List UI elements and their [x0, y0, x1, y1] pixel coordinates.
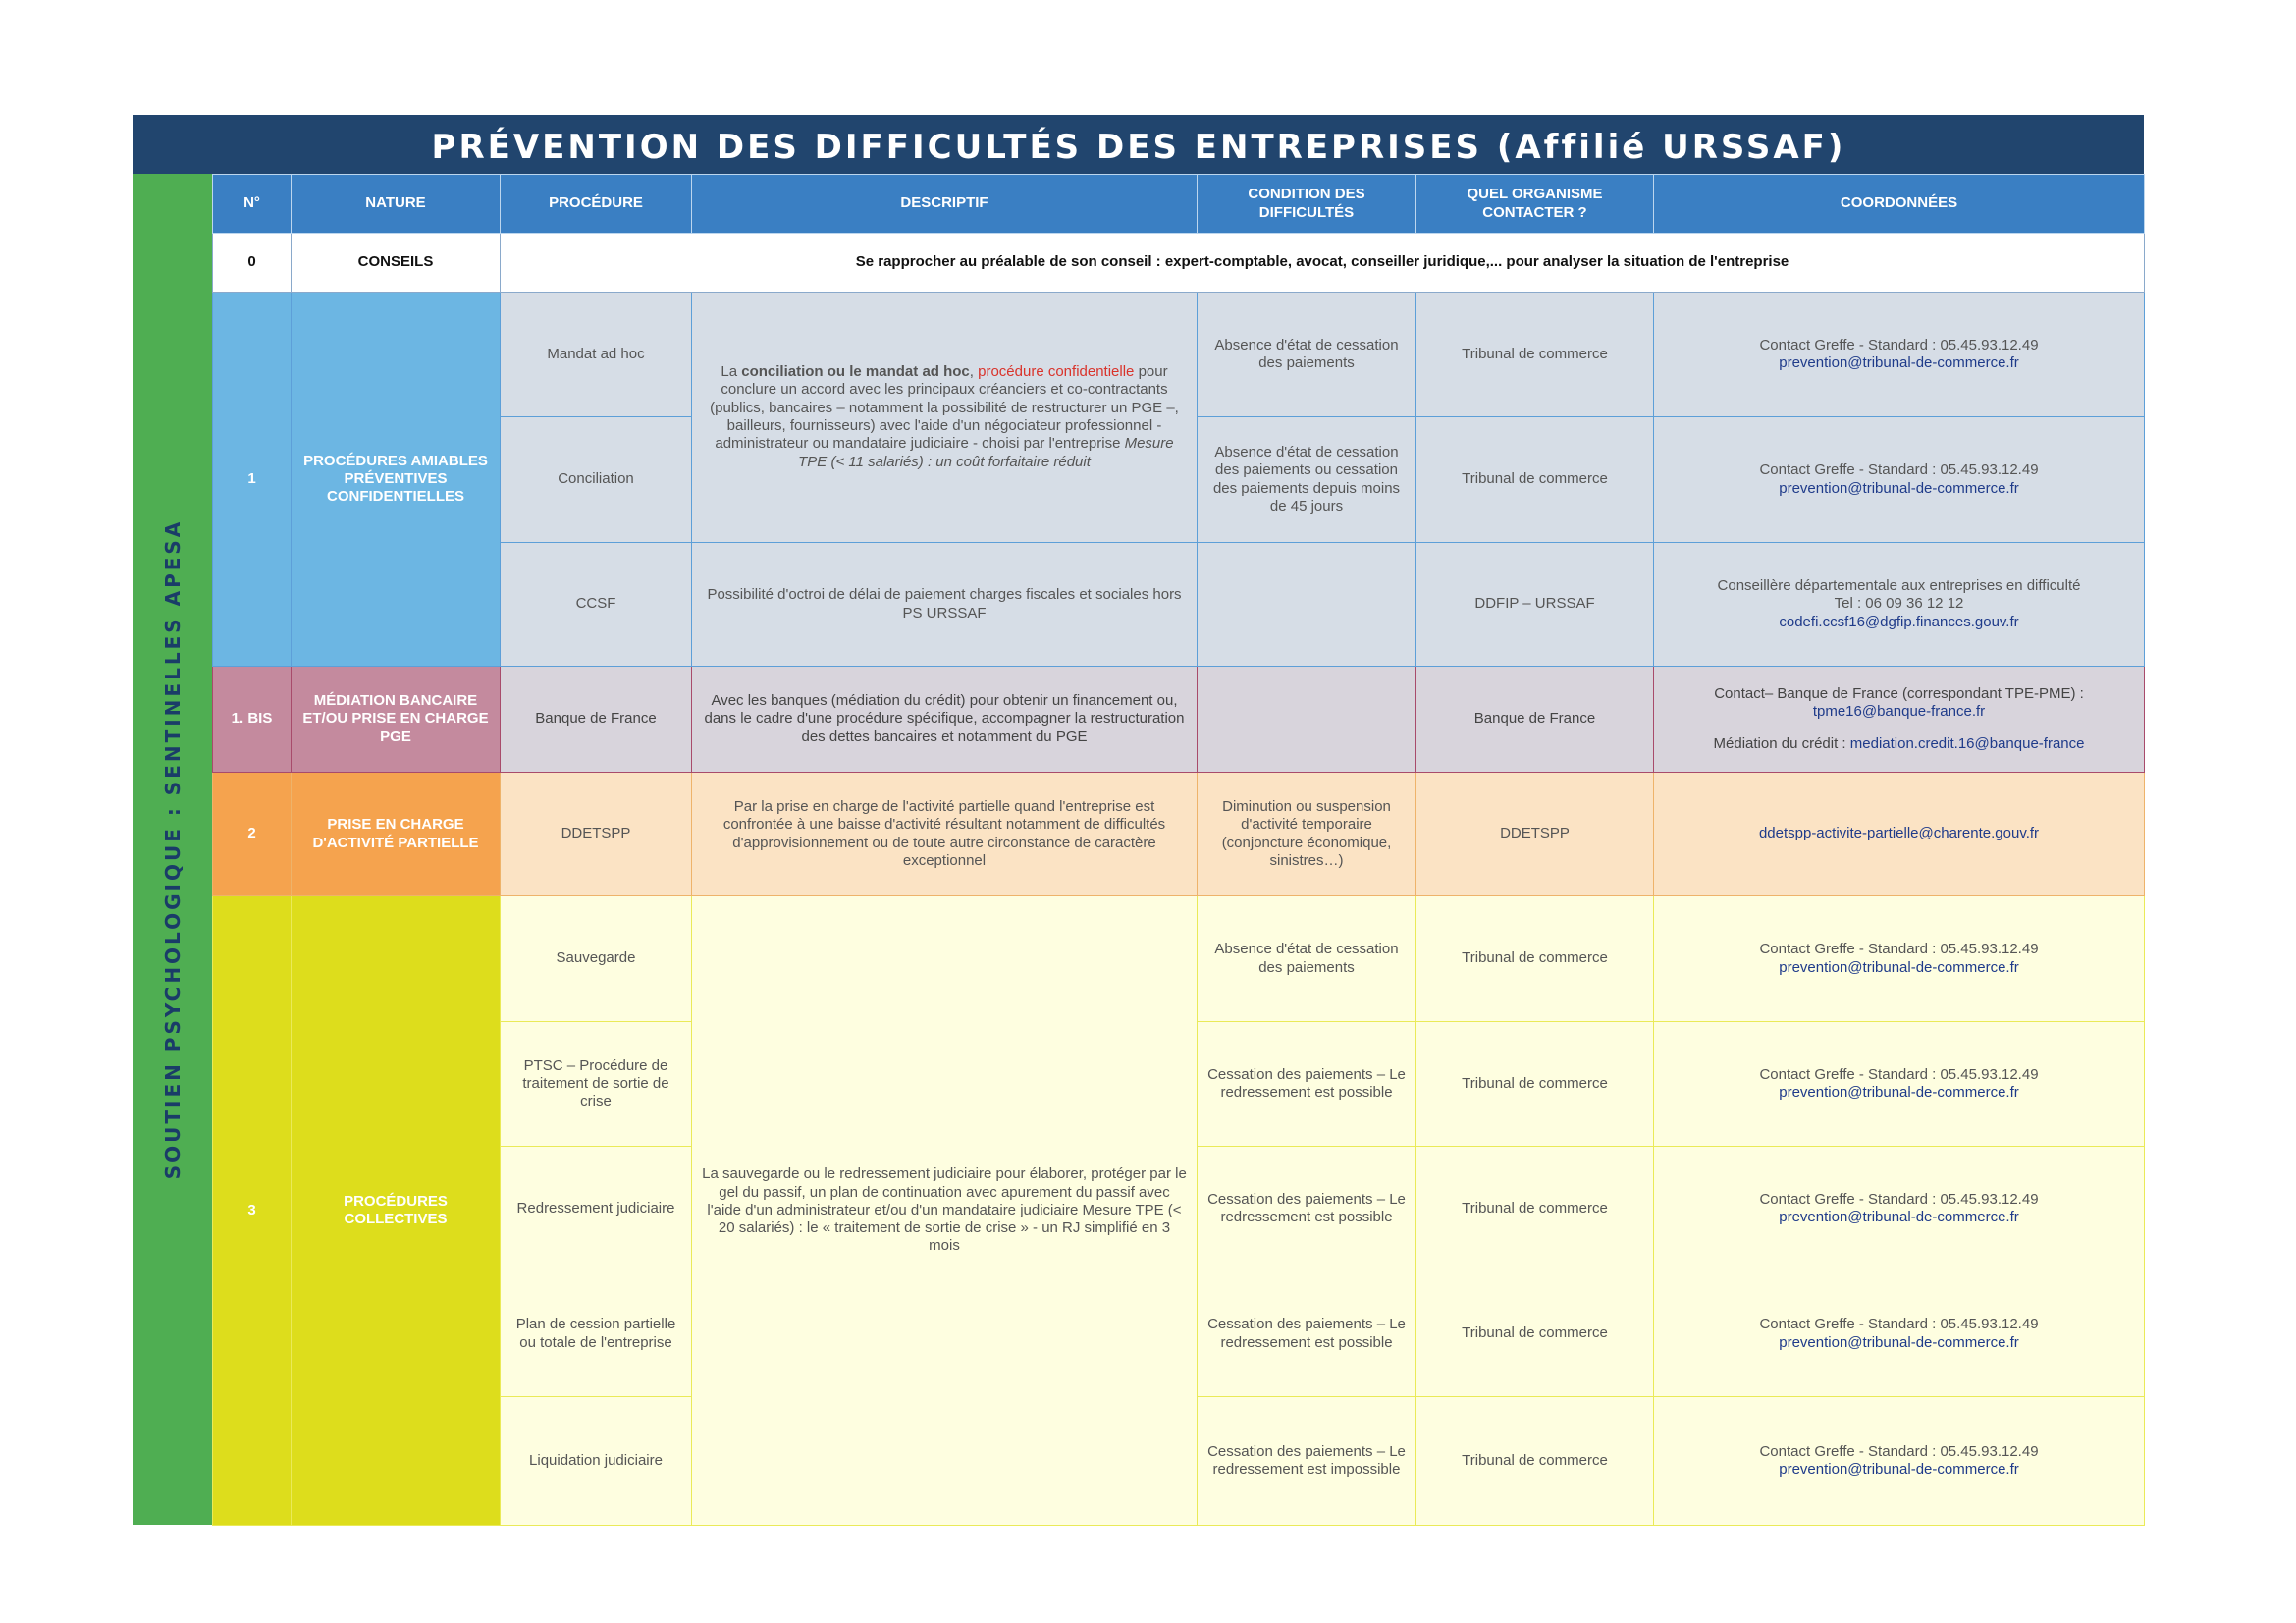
coordonnees-cell: Contact Greffe - Standard : 05.45.93.12.49 prevention@tribunal-de-commerce.fr [1654, 1147, 2145, 1271]
email-link[interactable]: prevention@tribunal-de-commerce.fr [1779, 1461, 2019, 1478]
row-nature: PROCÉDURES AMIABLES PRÉVENTIVES CONFIDENTIELLES [292, 293, 501, 667]
header-descriptif: DESCRIPTIF [692, 175, 1198, 234]
table-row [213, 773, 2145, 896]
email-link[interactable]: ddetspp-activite-partielle@charente.gouv.fr [1758, 825, 2040, 842]
coordonnees-cell [1654, 773, 2145, 896]
coordonnees-cell: Contact Greffe - Standard : 05.45.93.12.49 prevention@tribunal-de-commerce.fr [1654, 1022, 2145, 1147]
organisme-cell: Tribunal de commerce [1416, 1022, 1654, 1147]
header-procedure: PROCÉDURE [501, 175, 692, 234]
organisme-cell: Tribunal de commerce [1416, 293, 1654, 417]
table-row [213, 234, 2145, 293]
header-num: N° [213, 175, 292, 234]
email-link[interactable]: prevention@tribunal-de-commerce.fr [1779, 479, 2019, 497]
organisme-cell: Tribunal de commerce [1416, 896, 1654, 1022]
descriptif-cell: La sauvegarde ou le redressement judiciaire pour élaborer, protéger par le gel du passif, un plan de continuation avec apurement du passif avec l'aide d'un administrateur et/ou d'un mandataire judiciaire Mesure TPE (< 20 salariés) : le « traitement de sortie de crise » - un RJ simplifié en 3 mois [692, 896, 1198, 1526]
procedure-cell: Banque de France [501, 667, 692, 773]
condition-cell: Absence d'état de cessation des paiements [1198, 293, 1416, 417]
email-link[interactable]: prevention@tribunal-de-commerce.fr [1779, 354, 2019, 371]
coordonnees-cell: Contact Greffe - Standard : 05.45.93.12.49 prevention@tribunal-de-commerce.fr [1654, 896, 2145, 1022]
procedure-cell: Conciliation [501, 417, 692, 543]
page-title: PRÉVENTION DES DIFFICULTÉS DES ENTREPRISES (Affilié URSSAF) [133, 115, 2144, 174]
email-link[interactable]: tpme16@banque-france.fr [1812, 703, 1986, 721]
row-nature: CONSEILS [292, 234, 501, 293]
header-condition: CONDITION DES DIFFICULTÉS [1198, 175, 1416, 234]
descriptif-cell: Possibilité d'octroi de délai de paiement charges fiscales et sociales hors PS URSSAF [692, 543, 1198, 667]
condition-cell [1198, 543, 1416, 667]
row-num: 1. BIS [213, 667, 292, 773]
condition-cell: Diminution ou suspension d'activité temporaire (conjoncture économique, sinistres…) [1198, 773, 1416, 896]
conseils-text: Se rapprocher au préalable de son conseil : expert-comptable, avocat, conseiller juridique,... pour analyser la situation de l'entreprise [501, 234, 2145, 293]
coordonnees-cell: Contact– Banque de France (correspondant TPE-PME) : tpme16@banque-france.fr Médiation du crédit : mediation.credit.16@banque-france [1654, 667, 2145, 773]
table-row [213, 896, 2145, 1022]
header-coordonnees: COORDONNÉES [1654, 175, 2145, 234]
table-row [213, 293, 2145, 417]
coordonnees-cell: Contact Greffe - Standard : 05.45.93.12.49 prevention@tribunal-de-commerce.fr [1654, 417, 2145, 543]
procedure-cell: Sauvegarde [501, 896, 692, 1022]
condition-cell [1198, 667, 1416, 773]
side-label: SOUTIEN PSYCHOLOGIQUE : SENTINELLES APESA [161, 518, 185, 1180]
header-nature: NATURE [292, 175, 501, 234]
condition-cell: Cessation des paiements – Le redressement est possible [1198, 1271, 1416, 1397]
descriptif-cell: Avec les banques (médiation du crédit) pour obtenir un financement ou, dans le cadre d'une procédure spécifique, accompagner la restructuration des dettes bancaires et notamment du PGE [692, 667, 1198, 773]
email-link[interactable]: prevention@tribunal-de-commerce.fr [1779, 1084, 2019, 1101]
row-nature: PROCÉDURES COLLECTIVES [292, 896, 501, 1526]
coordonnees-cell: Contact Greffe - Standard : 05.45.93.12.49 prevention@tribunal-de-commerce.fr [1654, 1271, 2145, 1397]
organisme-cell: Tribunal de commerce [1416, 1147, 1654, 1271]
condition-cell: Cessation des paiements – Le redressement est possible [1198, 1022, 1416, 1147]
condition-cell: Cessation des paiements – Le redressement est possible [1198, 1147, 1416, 1271]
procedure-cell: Plan de cession partielle ou totale de l'entreprise [501, 1271, 692, 1397]
procedure-cell: Liquidation judiciaire [501, 1397, 692, 1526]
procedure-cell: CCSF [501, 543, 692, 667]
row-num: 2 [213, 773, 292, 896]
header-row [213, 175, 2145, 234]
row-nature: PRISE EN CHARGE D'ACTIVITÉ PARTIELLE [292, 773, 501, 896]
organisme-cell: Tribunal de commerce [1416, 1271, 1654, 1397]
row-num: 1 [213, 293, 292, 667]
header-organisme: QUEL ORGANISME CONTACTER ? [1416, 175, 1654, 234]
condition-cell: Absence d'état de cessation des paiements [1198, 896, 1416, 1022]
procedures-table [212, 174, 2145, 1526]
email-link[interactable]: mediation.credit.16@banque-france [1849, 734, 2085, 752]
organisme-cell: DDETSPP [1416, 773, 1654, 896]
coordonnees-cell: Contact Greffe - Standard : 05.45.93.12.49 prevention@tribunal-de-commerce.fr [1654, 1397, 2145, 1526]
row-nature: MÉDIATION BANCAIRE ET/OU PRISE EN CHARGE PGE [292, 667, 501, 773]
condition-cell: Absence d'état de cessation des paiements ou cessation des paiements depuis moins de 45 jours [1198, 417, 1416, 543]
organisme-cell: Banque de France [1416, 667, 1654, 773]
procedure-cell: Mandat ad hoc [501, 293, 692, 417]
descriptif-cell: Par la prise en charge de l'activité partielle quand l'entreprise est confrontée à une baisse d'activité résultant notamment de difficultés d'approvisionnement ou de toute autre circonstance de caractère exceptionnel [692, 773, 1198, 896]
email-link[interactable]: prevention@tribunal-de-commerce.fr [1779, 958, 2019, 976]
table-row [213, 543, 2145, 667]
coordonnees-cell: Contact Greffe - Standard : 05.45.93.12.49 prevention@tribunal-de-commerce.fr [1654, 293, 2145, 417]
organisme-cell: Tribunal de commerce [1416, 417, 1654, 543]
row-num: 3 [213, 896, 292, 1526]
procedure-cell: Redressement judiciaire [501, 1147, 692, 1271]
organisme-cell: DDFIP – URSSAF [1416, 543, 1654, 667]
descriptif-cell: La conciliation ou le mandat ad hoc, procédure confidentielle pour conclure un accord avec les principaux créanciers et co-contractants (publics, bancaires – notamment la possibilité de restructurer un PGE –, bailleurs, fournisseurs) avec l'aide d'un négociateur professionnel - administrateur ou mandataire judiciaire - choisi par l'entreprise Mesure TPE (< 11 salariés) : un coût forfaitaire réduit [692, 293, 1198, 543]
organisme-cell: Tribunal de commerce [1416, 1397, 1654, 1526]
procedure-cell: PTSC – Procédure de traitement de sortie de crise [501, 1022, 692, 1147]
email-link[interactable]: codefi.ccsf16@dgfip.finances.gouv.fr [1779, 613, 2019, 630]
side-band [133, 174, 212, 1525]
row-num: 0 [213, 234, 292, 293]
email-link[interactable]: prevention@tribunal-de-commerce.fr [1779, 1209, 2019, 1225]
condition-cell: Cessation des paiements – Le redressement est impossible [1198, 1397, 1416, 1526]
coordonnees-cell: Conseillère départementale aux entreprises en difficulté Tel : 06 09 36 12 12 codefi.ccsf16@dgfip.finances.gouv.fr [1654, 543, 2145, 667]
table-row [213, 667, 2145, 773]
email-link[interactable]: prevention@tribunal-de-commerce.fr [1779, 1333, 2019, 1351]
procedure-cell: DDETSPP [501, 773, 692, 896]
